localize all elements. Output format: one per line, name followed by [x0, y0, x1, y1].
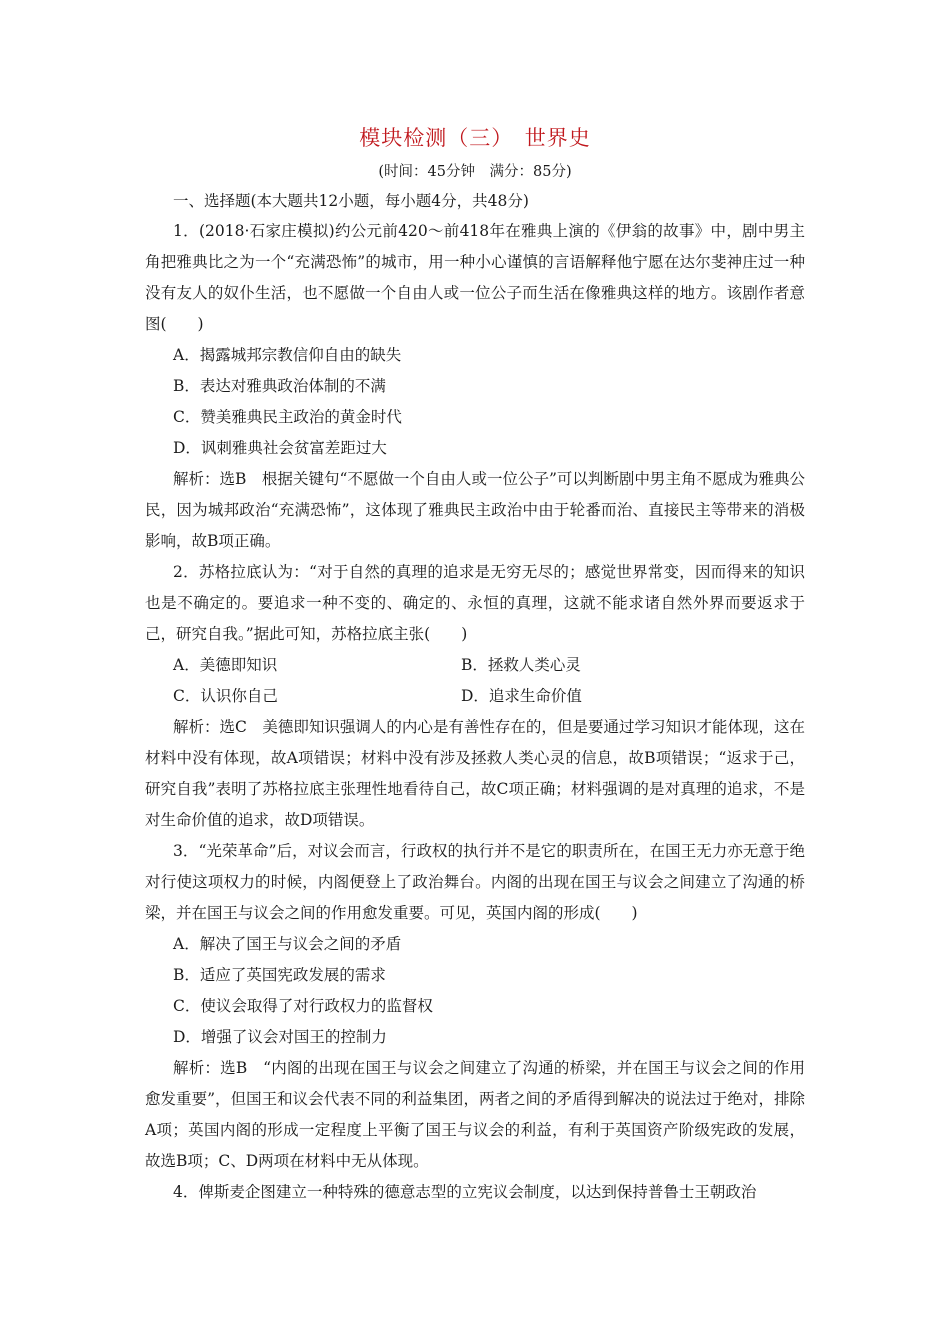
exam-info: (时间：45分钟 满分：85分)	[378, 164, 572, 180]
question-2-option-d: D．追求生命价值	[461, 687, 582, 705]
question-2-option-b: B．拯救人类心灵	[461, 656, 581, 674]
question-1-option-b: B．表达对雅典政治体制的不满	[173, 377, 386, 395]
question-3-option-d: D．增强了议会对国王的控制力	[173, 1028, 387, 1046]
section-heading: 一、选择题(本大题共12小题，每小题4分，共48分)	[173, 192, 529, 210]
question-3-option-b: B．适应了英国宪政发展的需求	[173, 966, 386, 984]
question-2-stem: 2．苏格拉底认为：“对于自然的真理的追求是无穷无尽的；感觉世界常变，因而得来的知识也是不确定的。要追求一种不变的、确定的、永恒的真理，这就不能求诸自然外界而要返求于己，研究自我。”据此可知，苏格拉底主张( )	[145, 563, 805, 643]
question-2-options-row-2	[145, 681, 805, 712]
question-1-option-c: C．赞美雅典民主政治的黄金时代	[173, 408, 402, 426]
question-1-option-a: A．揭露城邦宗教信仰自由的缺失	[173, 346, 402, 364]
question-2-option-a: A．美德即知识	[173, 656, 278, 674]
question-2-options-row-1	[145, 650, 805, 681]
question-1-option-d: D．讽刺雅典社会贫富差距过大	[173, 439, 387, 457]
page-title: 模块检测（三） 世界史	[359, 126, 591, 150]
question-1-analysis: 解析：选B 根据关键句“不愿做一个自由人或一位公子”可以判断剧中男主角不愿成为雅典公民，因为城邦政治“充满恐怖”，这体现了雅典民主政治中由于轮番而治、直接民主等带来的消极影响，故B项正确。	[145, 470, 805, 550]
question-4-stem: 4．俾斯麦企图建立一种特殊的德意志型的立宪议会制度，以达到保持普鲁士王朝政治	[173, 1183, 757, 1201]
question-3-option-a: A．解决了国王与议会之间的矛盾	[173, 935, 402, 953]
document-body	[145, 186, 805, 1208]
question-1-stem: 1．(2018·石家庄模拟)约公元前420～前418年在雅典上演的《伊翁的故事》中，剧中男主角把雅典比之为一个“充满恐怖”的城市，用一种小心谨慎的言语解释他宁愿在达尔斐神庄过一种没有友人的奴仆生活，也不愿做一个自由人或一位公子而生活在像雅典这样的地方。该剧作者意图( )	[145, 222, 805, 333]
question-3-analysis: 解析：选B “内阁的出现在国王与议会之间建立了沟通的桥梁，并在国王与议会之间的作用愈发重要”，但国王和议会代表不同的利益集团，两者之间的矛盾得到解决的说法过于绝对，排除A项；英国内阁的形成一定程度上平衡了国王与议会的利益，有利于英国资产阶级宪政的发展，故选B项；C、D两项在材料中无从体现。	[145, 1059, 805, 1170]
question-3-option-c: C．使议会取得了对行政权力的监督权	[173, 997, 433, 1015]
question-2-analysis: 解析：选C 美德即知识强调人的内心是有善性存在的，但是要通过学习知识才能体现，这在材料中没有体现，故A项错误；材料中没有涉及拯救人类心灵的信息，故B项错误；“返求于己，研究自我”表明了苏格拉底主张理性地看待自己，故C项正确；材料强调的是对真理的追求，不是对生命价值的追求，故D项错误。	[145, 718, 805, 829]
question-2-option-c: C．认识你自己	[173, 687, 278, 705]
question-3-stem: 3．“光荣革命”后，对议会而言，行政权的执行并不是它的职责所在，在国王无力亦无意于绝对行使这项权力的时候，内阁便登上了政治舞台。内阁的出现在国王与议会之间建立了沟通的桥梁，并在国王与议会之间的作用愈发重要。可见，英国内阁的形成( )	[145, 842, 805, 922]
